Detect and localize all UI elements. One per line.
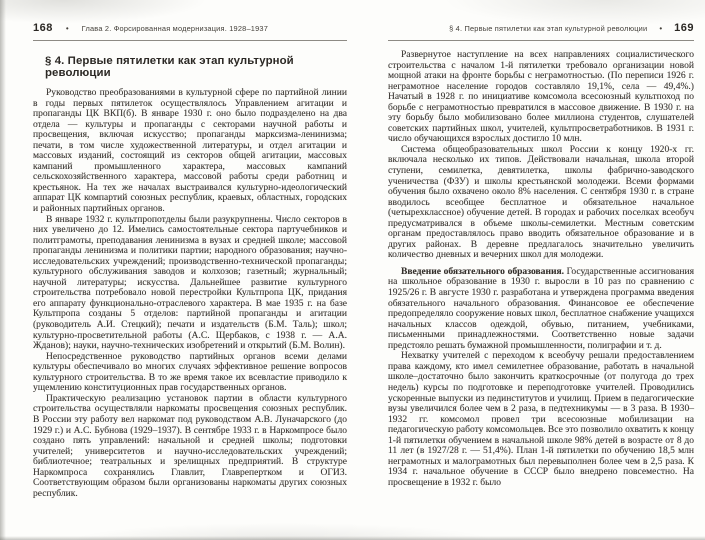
paragraph: Практическую реализацию установок партии в области культурного строительства осуществляли наркоматы просвещения союзных республик. В России эту работу вел наркомат под руководством А.В. Луначарского (до 1929 г.) и А.С. Бубнова (1929–1937). В сентябре 1933 г. в Наркомпросе было создано пять управлений: начальной и средней школы; подготовки учителей; университетов и научно-исследовательских учреждений; библиотечное; театральных и зрелищных предприятий. В структуре Наркомпроса сохранялись Главлит, Главрепертком и ОГИЗ. Соответствующим образом были организованы наркоматы других союзных республик. xyxy=(33,392,347,499)
running-title-right: § 4. Первые пятилетки как этап культурной революции xyxy=(449,24,648,33)
paragraph-text: Государственные ассигнования на школьное образование в 1930 г. выросли в 10 раз по сравнению с 1925/26 г. В августе 1930 г. разработана и утверждена программа введения обязательного начального образования. Финансовое ее обеспечение предопределяло сооружение новых школ, бесплатное снабжение учащихся начальных классов одеждой, обувью, питанием, учебниками, письменными принадлежностями. Соответственно новые задачи предстояло решать бумажной промышленности, полиграфии и т. д. xyxy=(388,265,694,351)
running-head-right xyxy=(388,22,694,41)
section-title: § 4. Первые пятилетки как этап культурной революции xyxy=(45,55,294,79)
paragraph-text: Система общеобразовательных школ России к концу 1920-х гг. включала несколько их типов. Действовали начальная, школа второй ступени, семилетка, девятилетка, школы фабрично-заводского ученичества (ФЗУ) и школы крестьянской молодежи. Всеми формами обучения было охвачено около 8% населения. С сентября 1930 г. в стране вводилось всеобщее бесплатное и обязательное начальное (четырехклассное) обучение детей. В городах и рабочих поселках всеобуч предусматривался в объеме школы-семилетки. Местным советским органам предоставлялось право вводить обязательное образование и в других районах. В деревне предлагалось значительно увеличить количество дневных и вечерних школ для молодежи. xyxy=(388,143,694,261)
bullet-separator: • xyxy=(659,24,663,33)
paragraph: Руководство преобразованиями в культурной сфере по партийной линии в годы первых пятилеток осуществлялось Управлением агитации и пропаганды ЦК ВКП(б). В январе 1930 г. оно было подразделено на два отдела — культуры и пропаганды с секторами научной работы и просвещения, включая искусство; пропаганды марксизма-ленинизма; печати, в том числе художественной литературы, и отдел агитации и массовых изданий, состоящий из секторов общей агитации, массовых кампаний промышленного характера, массовых кампаний сельскохозяйственного характера, массовой работы среди работниц и крестьянок. На тех же началах выстраивался культурно-идеологический аппарат ЦК компартий союзных республик, краевых, областных, городских и районных партийных органов. xyxy=(33,87,347,215)
paragraph: В январе 1932 г. культпропотделы были разукрупнены. Число секторов в них увеличено до 12. Имелись самостоятельные сектора партучебников и политграмоты, преподавания ленинизма в вузах и средней школе; массовой пропаганды ленинизма и политики партии; народного образования; научно-исследовательских учреждений; производственно-технической пропаганды; культурного обслуживания заводов и колхозов; газетный; журнальный; научной литературы; искусства. Дальнейшее развитие культурного строительства потребовало новой перестройки Культпропа ЦК, придания его аппарату функционально-отраслевого характера. В мае 1935 г. на базе Культпропа созданы 5 отделов: партийной пропаганды и агитации (руководитель А.И. Стецкий); печати и издательств (Б.М. Таль); школ; культурно-просветительной работы (А.С. Щербаков, с 1938 г. — А.А. Жданов); науки, научно-технических изобретений и открытий (Б.М. Волин). xyxy=(33,213,347,352)
bullet-separator: • xyxy=(65,24,69,33)
running-title-left: Глава 2. Форсированная модернизация. 1928–1937 xyxy=(81,24,269,33)
page-number-left: 168 xyxy=(33,22,53,34)
paragraph-with-lead xyxy=(388,267,694,351)
scan-edge-left xyxy=(0,0,6,540)
paragraph-text: Развернутое наступление на всех направлениях социалистического строительства с началом 1-й пятилетки требовало организации новой мощной атаки на фронте борьбы с неграмотностью. (По переписи 1926 г. неграмотное население городов составляло 19,1%, села — 49,4%.) Начатый в 1928 г. по инициативе комсомола всесоюзный культпоход по борьбе с неграмотностью превратился в массовое движение. В 1930 г. на эту борьбу было мобилизовано более миллиона студентов, слушателей советских партийных школ, учителей, культпросветработников. В 1931 г. число обучающихся взрослых достигло 10 млн. xyxy=(388,49,694,145)
page-number-right: 169 xyxy=(674,22,694,34)
paragraph: Непосредственное руководство партийных органов всеми делами культуры обеспечивало во многих случаях эффективное решение вопросов культурного строительства. В то же время такое их всевластие приводило к ущемлению конституционных прав государственных органов. xyxy=(33,350,347,394)
paragraph xyxy=(388,145,694,261)
subsection-lead: Введение обязательного образования. xyxy=(401,265,565,277)
page-168 xyxy=(33,22,347,499)
paragraph xyxy=(388,351,694,488)
scan-edge-bottom xyxy=(0,536,705,540)
body-text-left xyxy=(33,88,347,499)
page-169 xyxy=(388,22,694,488)
body-text-right xyxy=(388,50,694,488)
paragraph xyxy=(388,50,694,145)
running-head-left xyxy=(33,22,347,41)
paragraph-text: Нехватку учителей с переходом к всеобучу решали предоставлением права каждому, кто имел семилетнее образование, работать в начальной школе–достаточно было закончить краткосрочные (от полугода до трех недель) курсы по подготовке и переподготовке учителей. Проводились ускоренные выпуски из пединститутов и училищ. Прием в педагогические вузы увеличился более чем в 2 раза, в педтехникумы — в 3 раза. В 1930–1932 гг. комсомол провел три всесоюзные мобилизации на педагогическую работу комсомольцев. Все это позволило охватить к концу 1-й пятилетки обучением в начальной школе 98% детей в возрасте от 8 до 11 лет (в 1927/28 г. — 51,4%). План 1-й пятилетки по обучению 18,5 млн неграмотных и малограмотных был перевыполнен более чем в 2,5 раза. К 1934 г. начальное обучение в СССР было внедрено повсеместно. На просвещение в 1932 г. было xyxy=(388,350,694,488)
